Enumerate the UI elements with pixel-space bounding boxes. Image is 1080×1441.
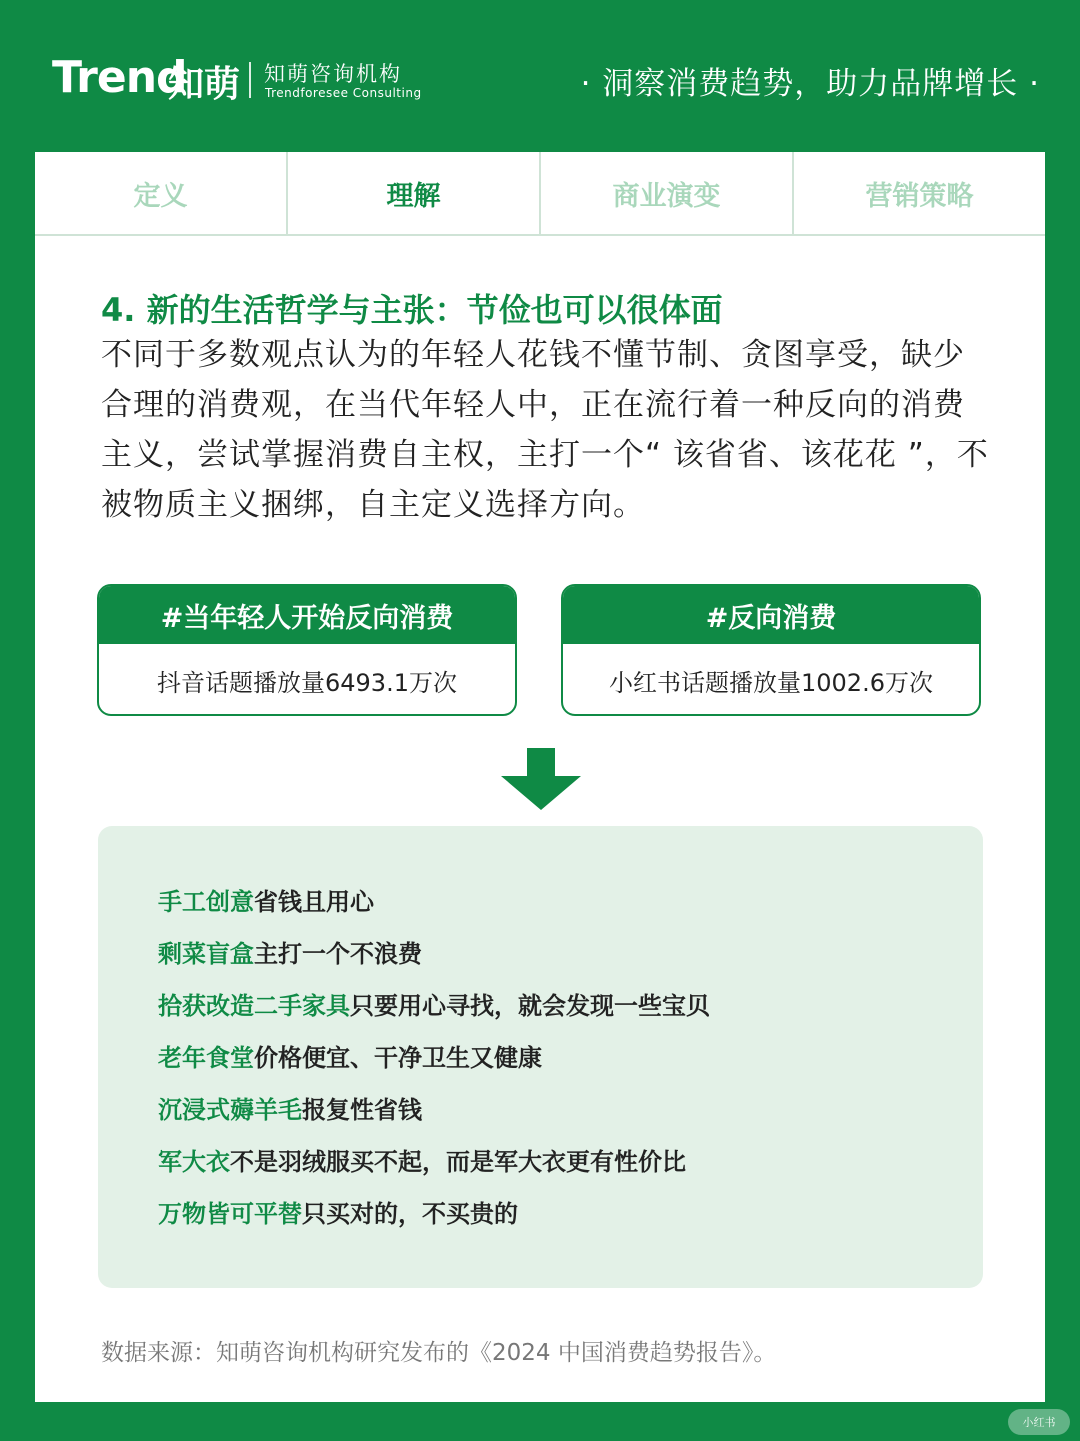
stat-tag: #当年轻人开始反向消费: [99, 586, 515, 644]
org-name-cn: 知萌咨询机构: [264, 62, 402, 86]
trend-keyword: 老年食堂: [158, 1044, 254, 1072]
org-name-en: Trendforesee Consulting: [265, 86, 422, 100]
trend-keyword: 万物皆可平替: [158, 1200, 302, 1228]
section-body: 不同于多数观点认为的年轻人花钱不懂节制、贪图享受，缺少合理的消费观，在当代年轻人中，正在流行着一种反向的消费主义，尝试掌握消费自主权，主打一个“ 该省省、该花花 ”，不被物质主义捆绑，自主定义选择方向。: [101, 337, 989, 523]
list-item: [158, 1084, 710, 1136]
trend-desc: 只买对的，不买贵的: [302, 1200, 518, 1228]
brand-logo-cn: 知萌: [168, 64, 241, 105]
tab-understanding[interactable]: 理解: [288, 152, 541, 234]
arrow-down-icon: [501, 748, 581, 810]
trend-desc: 不是羽绒服买不起，而是军大衣更有性价比: [230, 1148, 686, 1176]
trend-keyword: 手工创意: [158, 888, 254, 916]
trend-keyword: 军大衣: [158, 1148, 230, 1176]
slogan: · 洞察消费趋势，助力品牌增长 ·: [580, 66, 1040, 102]
stat-tag: #反向消费: [563, 586, 979, 644]
list-item: [158, 928, 710, 980]
list-item: [158, 1136, 710, 1188]
list-item: [158, 1188, 710, 1240]
list-item: [158, 876, 710, 928]
stat-value: 小红书话题播放量1002.6万次: [609, 668, 933, 697]
section-title: 4. 新的生活哲学与主张：节俭也可以很体面: [101, 291, 723, 329]
trend-desc: 只要用心寻找，就会发现一些宝贝: [350, 992, 710, 1020]
trend-desc: 报复性省钱: [302, 1096, 422, 1124]
trend-list: [158, 876, 710, 1240]
tab-marketing-strategy[interactable]: 营销策略: [865, 180, 974, 212]
header: [0, 0, 1080, 152]
stat-card-douyin: [97, 584, 517, 716]
content-card: [35, 152, 1045, 1402]
list-item: [158, 1032, 710, 1084]
trend-desc: 省钱且用心: [254, 888, 374, 916]
logo-divider: [249, 62, 251, 98]
trend-desc: 主打一个不浪费: [254, 940, 422, 968]
stat-card-xiaohongshu: [561, 584, 981, 716]
trend-keyword: 沉浸式薅羊毛: [158, 1096, 302, 1124]
trend-list-panel: [98, 826, 983, 1288]
brand-logo-en: Trend: [52, 52, 187, 103]
tab-business-evolution[interactable]: 商业演变: [541, 152, 794, 234]
watermark-badge: 小红书: [1008, 1409, 1070, 1435]
list-item: [158, 980, 710, 1032]
data-source-note: 数据来源：知萌咨询机构研究发布的《2024 中国消费趋势报告》。: [101, 1340, 777, 1366]
stat-value: 抖音话题播放量6493.1万次: [157, 668, 457, 697]
tab-definition[interactable]: 定义: [35, 152, 288, 234]
trend-keyword: 剩菜盲盒: [158, 940, 254, 968]
trend-desc: 价格便宜、干净卫生又健康: [254, 1044, 542, 1072]
trend-keyword: 拾获改造二手家具: [158, 992, 350, 1020]
tab-bar: [35, 152, 1045, 236]
